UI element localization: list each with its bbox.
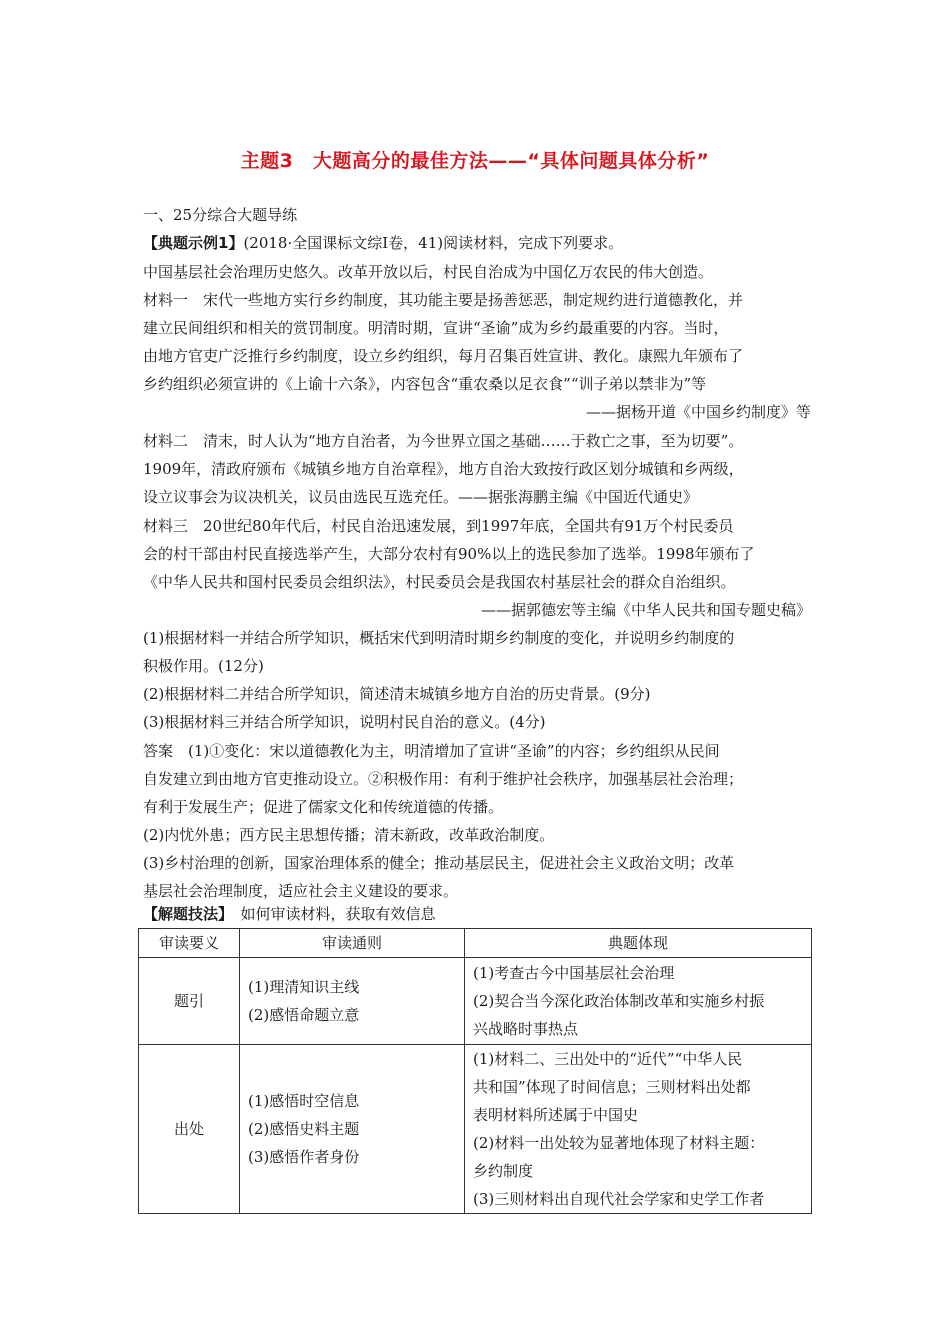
table-header-row xyxy=(139,929,812,958)
material1-line: 由地方官吏广泛推行乡约制度，设立乡约组织，每月召集百姓宣讲、教化。康熙九年颁布了 xyxy=(143,347,744,365)
example-item: 乡约制度 xyxy=(473,1162,534,1180)
material1-line: 乡约组织必须宣讲的《上谕十六条》，内容包含“重农桑以足衣食”“训子弟以禁非为”等 xyxy=(143,375,707,393)
table-row xyxy=(139,958,812,1045)
row-examples-cell xyxy=(465,1045,812,1214)
example-item: (3)三则材料出自现代社会学家和史学工作者 xyxy=(473,1190,765,1208)
row-key-cell: 出处 xyxy=(139,1045,240,1214)
material1-line: 材料一 宋代一些地方实行乡约制度，其功能主要是扬善惩恶，制定规约进行道德教化，并 xyxy=(143,291,744,309)
row-key-cell: 题引 xyxy=(139,958,240,1045)
rule-item: (1)感悟时空信息 xyxy=(248,1092,360,1110)
rule-item: (1)理清知识主线 xyxy=(248,978,360,996)
rule-item: (3)感悟作者身份 xyxy=(248,1148,360,1166)
section-heading: 一、25分综合大题导练 xyxy=(143,206,298,224)
table-header-cell: 审读要义 xyxy=(139,929,240,958)
material3-line: 会的村干部由村民直接选举产生，大部分农村有90%以上的选民参加了选举。1998年颁布了 xyxy=(143,545,755,563)
question-line: (1)根据材料一并结合所学知识，概括宋代到明清时期乡约制度的变化，并说明乡约制度的 xyxy=(143,629,735,647)
method-text: 如何审读材料，获取有效信息 xyxy=(225,905,436,923)
table-header-cell: 审读通则 xyxy=(240,929,465,958)
question-line: (3)根据材料三并结合所学知识，说明村民自治的意义。(4分) xyxy=(143,713,546,731)
answer-line: (3)乡村治理的创新，国家治理体系的健全；推动基层民主，促进社会主义政治文明；改革 xyxy=(143,854,735,872)
row-rules-cell xyxy=(240,1045,465,1214)
question-line: 积极作用。(12分) xyxy=(143,657,264,675)
method-heading xyxy=(143,904,823,924)
example-heading xyxy=(143,233,823,253)
rule-item: (2)感悟史料主题 xyxy=(248,1120,360,1138)
material2-line: 设立议事会为议决机关，议员由选民互选充任。——据张海鹏主编《中国近代通史》 xyxy=(143,488,699,506)
answer-line: 有利于发展生产；促进了儒家文化和传统道德的传播。 xyxy=(143,798,504,816)
answer-line: 自发建立到由地方官吏推动设立。②积极作用：有利于维护社会秩序，加强基层社会治理； xyxy=(143,770,744,788)
example-label: 【典题示例1】 xyxy=(143,234,244,252)
example-item: 共和国”体现了时间信息；三则材料出处都 xyxy=(473,1078,751,1096)
table-header-cell: 典题体现 xyxy=(465,929,812,958)
example-item: (2)契合当今深化政治体制改革和实施乡村振 xyxy=(473,992,765,1010)
material3-source: ——据郭德宏等主编《中华人民共和国专题史稿》 xyxy=(480,601,811,619)
example-intro: (2018·全国课标文综Ⅰ卷，41)阅读材料，完成下列要求。 xyxy=(243,234,624,252)
method-label: 【解题技法】 xyxy=(143,905,226,923)
example-item: (2)材料一出处较为显著地体现了材料主题： xyxy=(473,1134,765,1152)
example-item: 表明材料所述属于中国史 xyxy=(473,1106,639,1124)
answer-line: (2)内忧外患；西方民主思想传播；清末新政，改革政治制度。 xyxy=(143,826,555,844)
material3-line: 材料三 20世纪80年代后，村民自治迅速发展，到1997年底，全国共有91万个村民委员 xyxy=(143,517,734,535)
answer-line: 答案 (1)①变化：宋以道德教化为主，明清增加了宣讲“圣谕”的内容；乡约组织从民间 xyxy=(143,742,720,760)
table-row xyxy=(139,1045,812,1214)
rule-item: (2)感悟命题立意 xyxy=(248,1006,360,1024)
row-rules-cell xyxy=(240,958,465,1045)
intro-paragraph: 中国基层社会治理历史悠久。改革开放以后，村民自治成为中国亿万农民的伟大创造。 xyxy=(143,263,714,281)
answer-line: 基层社会治理制度，适应社会主义建设的要求。 xyxy=(143,882,459,900)
material3-line: 《中华人民共和国村民委员会组织法》，村民委员会是我国农村基层社会的群众自治组织。 xyxy=(143,573,736,591)
page-title: 主题3 大题高分的最佳方法——“具体问题具体分析” xyxy=(240,150,710,172)
material2-line: 1909年，清政府颁布《城镇乡地方自治章程》，地方自治大致按行政区划分城镇和乡两级， xyxy=(143,460,744,478)
example-item: (1)材料二、三出处中的“近代”“中华人民 xyxy=(473,1050,743,1068)
material1-source: ——据杨开道《中国乡约制度》等 xyxy=(585,403,811,421)
example-item: (1)考查古今中国基层社会治理 xyxy=(473,964,675,982)
row-examples-cell xyxy=(465,958,812,1045)
question-line: (2)根据材料二并结合所学知识，简述清末城镇乡地方自治的历史背景。(9分) xyxy=(143,685,651,703)
reading-guide-table xyxy=(138,928,812,1214)
material1-line: 建立民间组织和相关的赏罚制度。明清时期，宣讲“圣谕”成为乡约最重要的内容。当时， xyxy=(143,319,729,337)
material2-line: 材料二 清末，时人认为“地方自治者，为今世界立国之基础……于救亡之事，至为切要”。 xyxy=(143,432,744,450)
example-item: 兴战略时事热点 xyxy=(473,1020,579,1038)
